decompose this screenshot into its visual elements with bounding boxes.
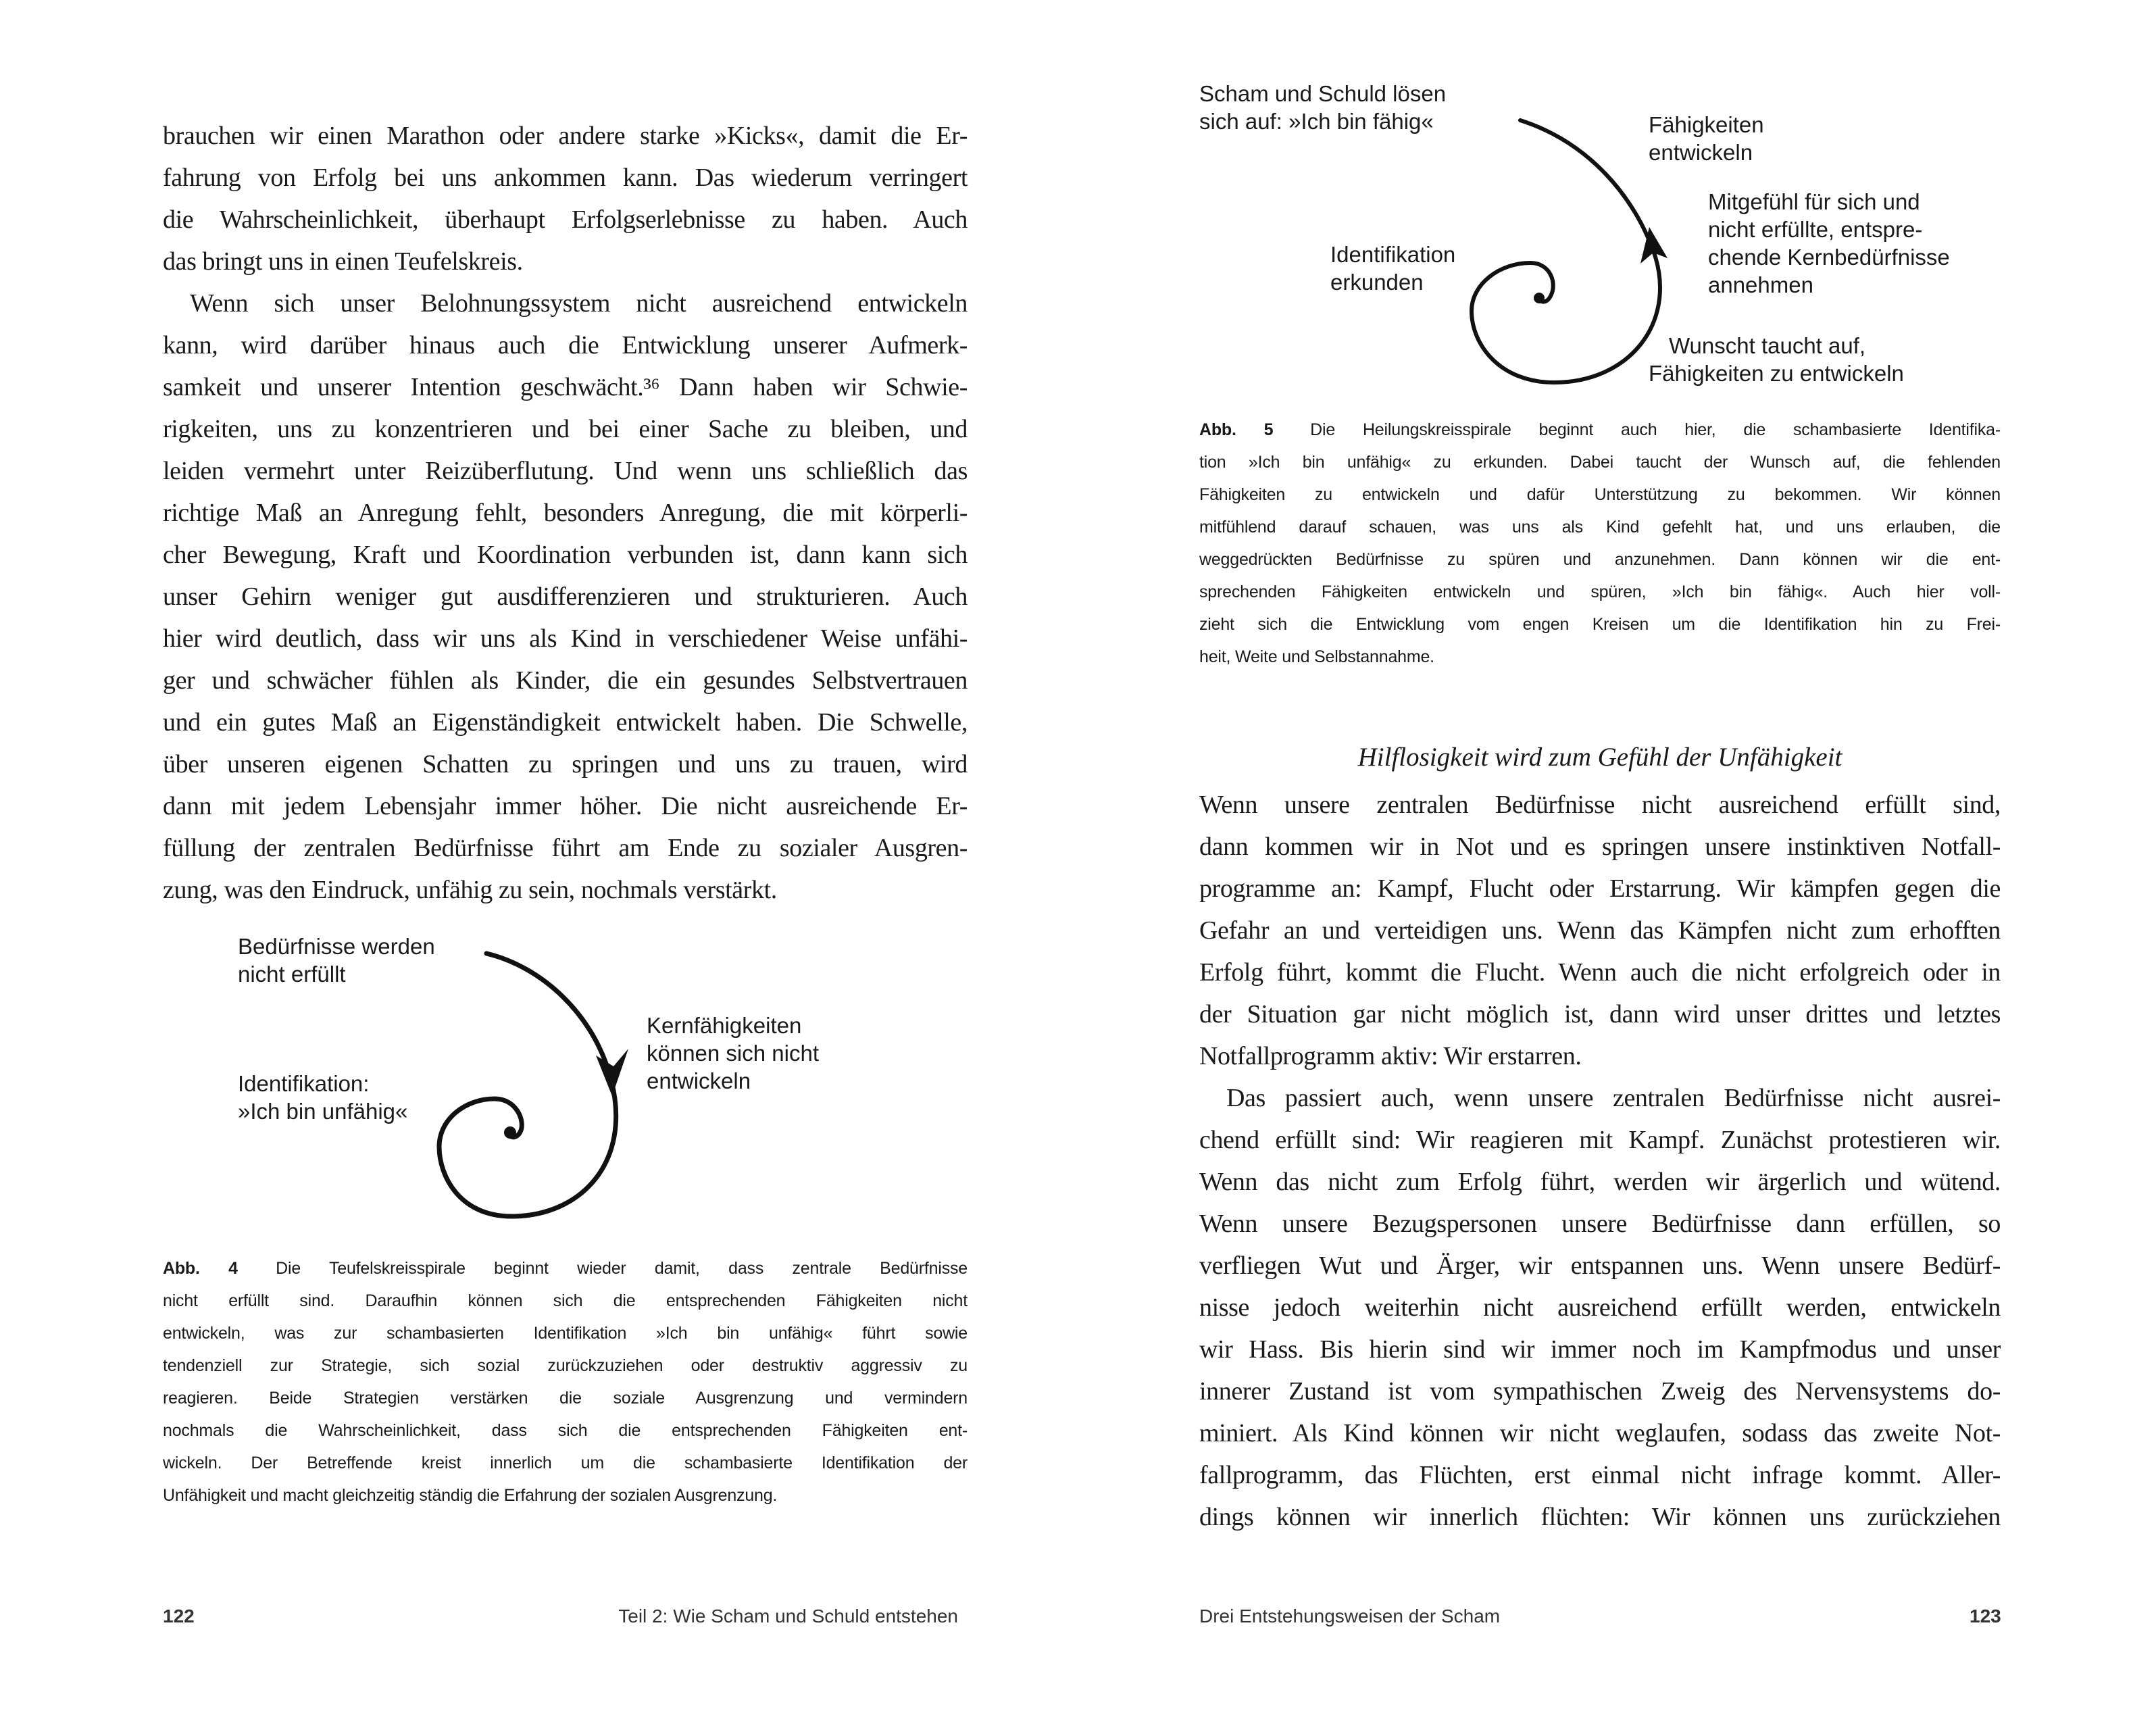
text-line: fahrung von Erfolg bei uns ankommen kann. Das wiederum verringert [163, 164, 968, 192]
label-line: Mitgefühl für sich und [1708, 189, 1920, 214]
text-line: zieht sich die Entwicklung vom engen Kreisen um die Identifikation hin zu Frei- [1199, 615, 2001, 634]
body-text [163, 115, 968, 911]
figure-caption-abb-4 [163, 1252, 968, 1512]
text-line: reagieren. Beide Strategien verstärken die soziale Ausgrenzung und vermindern [163, 1389, 968, 1408]
text-line: dann kommen wir in Not und es springen unsere instinktiven Notfall- [1199, 833, 2001, 861]
text-line: sprechenden Fähigkeiten entwickeln und spüren, »Ich bin fähig«. Auch hier voll- [1199, 582, 2001, 601]
text-line: wickeln. Der Betreffende kreist innerlich um die schambasierte Identifikation der [163, 1454, 968, 1472]
text-line: die Wahrscheinlichkeit, überhaupt Erfolgserlebnisse zu haben. Auch [163, 205, 968, 234]
text-line: weggedrückten Bedürfnisse zu spüren und anzunehmen. Dann können wir die ent- [1199, 550, 2001, 569]
text-line: Wenn das nicht zum Erfolg führt, werden wir ärgerlich und wütend. [1199, 1168, 2001, 1196]
body-text [1199, 784, 2001, 1538]
text-line: tion »Ich bin unfähig« zu erkunden. Dabei taucht der Wunsch auf, die fehlenden [1199, 453, 2001, 472]
figure-label-develop-abilities [1649, 111, 1764, 166]
text-line: chend erfüllt sind: Wir reagieren mit Kampf. Zunächst protestieren wir. [1199, 1126, 2001, 1154]
section-heading: Hilflosigkeit wird zum Gefühl der Unfähigkeit [1357, 743, 1842, 772]
label-line: Identifikation [1330, 242, 1456, 267]
label-line: Kernfähigkeiten [647, 1013, 802, 1038]
label-line: entwickeln [647, 1068, 751, 1093]
right-page [1078, 0, 2156, 1713]
text-line: entwickeln, was zur schambasierten Identifikation »Ich bin unfähig« führt sowie [163, 1324, 968, 1343]
label-line: Fähigkeiten zu entwickeln [1649, 361, 1904, 386]
figure-label-explore-identification [1330, 241, 1455, 296]
label-line: Scham und Schuld lösen [1199, 81, 1447, 106]
text-line [1199, 414, 2001, 446]
text-line: der Situation gar nicht möglich ist, dann wird unser drittes und letztes [1199, 1000, 2001, 1028]
label-line: erkunden [1330, 270, 1424, 295]
figure-label-compassion [1708, 188, 1950, 299]
text-line: nochmals die Wahrscheinlichkeit, dass sich die entsprechenden Fähigkeiten ent- [163, 1421, 968, 1440]
text-line: nisse jedoch weiterhin nicht ausreichend erfüllt werden, entwickeln [1199, 1293, 2001, 1322]
text-line: kann, wird darüber hinaus auch die Entwicklung unserer Aufmerk- [163, 331, 968, 359]
text-line: Wenn unsere Bezugspersonen unsere Bedürfnisse dann erfüllen, so [1199, 1210, 2001, 1238]
text-line: wir Hass. Bis hierin sind wir immer noch im Kampfmodus und unser [1199, 1335, 2001, 1364]
text-line: zung, was den Eindruck, unfähig zu sein, nochmals verstärkt. [163, 876, 777, 904]
caption-label: Abb. 5 [1199, 420, 1274, 439]
text-line: Gefahr an und verteidigen uns. Wenn das Kämpfen nicht zum erhofften [1199, 916, 2001, 945]
label-line: nicht erfüllt [238, 962, 346, 987]
text-line: miniert. Als Kind können wir nicht weglaufen, sodass das zweite Not- [1199, 1419, 2001, 1447]
text-line: unser Gehirn weniger gut ausdifferenzieren und strukturieren. Auch [163, 582, 968, 611]
label-line: Bedürfnisse werden [238, 934, 435, 959]
label-line: nicht erfüllte, entspre- [1708, 217, 1923, 242]
text-line: richtige Maß an Anregung fehlt, besonders Anregung, die mit körperli- [163, 499, 968, 527]
text-line: tendenziell zur Strategie, sich sozial zurückzuziehen oder destruktiv aggressiv zu [163, 1356, 968, 1375]
text-line: Wenn unsere zentralen Bedürfnisse nicht ausreichend erfüllt sind, [1199, 791, 2001, 819]
text-line: programme an: Kampf, Flucht oder Erstarrung. Wir kämpfen gegen die [1199, 874, 2001, 903]
page-number: 122 [163, 1606, 195, 1627]
text-line: heit, Weite und Selbstannahme. [1199, 647, 1434, 666]
page-number: 123 [1970, 1606, 2001, 1627]
text-line: samkeit und unserer Intention geschwächt.³⁶ Dann haben wir Schwie- [163, 373, 968, 401]
figure-caption-abb-5 [1199, 414, 2001, 673]
caption-label: Abb. 4 [163, 1259, 238, 1278]
text-line: brauchen wir einen Marathon oder andere starke »Kicks«, damit die Er- [163, 122, 968, 150]
text-line: nicht erfüllt sind. Daraufhin können sich die entsprechenden Fähigkeiten nicht [163, 1291, 968, 1310]
label-line: Identifikation: [238, 1071, 370, 1096]
figure-label-needs-unmet [238, 933, 435, 988]
text-line: leiden vermehrt unter Reizüberflutung. Und wenn uns schließlich das [163, 457, 968, 485]
text-line: dann mit jedem Lebensjahr immer höher. Die nicht ausreichende Er- [163, 792, 968, 820]
label-line: chende Kernbedürfnisse [1708, 245, 1950, 270]
figure-label-shame-dissolves [1199, 80, 1446, 135]
text-line: ger und schwächer fühlen als Kinder, die ein gesundes Selbstvertrauen [163, 666, 968, 695]
text-line: das bringt uns in einen Teufelskreis. [163, 247, 523, 276]
text-line: dings können wir innerlich flüchten: Wir können uns zurückziehen [1199, 1503, 2001, 1531]
label-line: können sich nicht [647, 1041, 819, 1066]
text-line: füllung der zentralen Bedürfnisse führt am Ende zu sozialer Ausgren- [163, 834, 968, 862]
text-line: rigkeiten, uns zu konzentrieren und bei einer Sache zu bleiben, und [163, 415, 968, 443]
text-line: cher Bewegung, Kraft und Koordination verbunden ist, dann kann sich [163, 541, 968, 569]
label-line: Fähigkeiten [1649, 112, 1764, 137]
caption-text: Die Teufelskreisspirale beginnt wieder damit, dass zentrale Bedürfnisse [276, 1259, 968, 1278]
label-line: entwickeln [1649, 140, 1753, 165]
label-line: Wunscht taucht auf, [1669, 333, 1866, 358]
text-line: über unseren eigenen Schatten zu springen und uns zu trauen, wird [163, 750, 968, 778]
text-line: hier wird deutlich, dass wir uns als Kind in verschiedener Weise unfähi- [163, 624, 968, 653]
figure-label-wish-emerges [1649, 332, 1904, 387]
label-line: annehmen [1708, 272, 1813, 297]
text-line: verfliegen Wut und Ärger, wir entspannen uns. Wenn unsere Bedürf- [1199, 1251, 2001, 1280]
figure-label-identification [238, 1070, 407, 1125]
text-line: Das passiert auch, wenn unsere zentralen Bedürfnisse nicht ausrei- [1226, 1084, 2001, 1112]
text-line: Fähigkeiten zu entwickeln und dafür Unterstützung zu bekommen. Wir können [1199, 485, 2001, 504]
running-head: Drei Entstehungsweisen der Scham [1199, 1606, 1501, 1627]
text-line: Notfallprogramm aktiv: Wir erstarren. [1199, 1042, 1582, 1070]
text-line: mitfühlend darauf schauen, was uns als Kind gefehlt hat, und uns erlauben, die [1199, 518, 2001, 537]
text-line: Wenn sich unser Belohnungssystem nicht ausreichend entwickeln [190, 289, 968, 318]
text-line: innerer Zustand ist vom sympathischen Zweig des Nervensystems do- [1199, 1377, 2001, 1406]
text-line: fallprogramm, das Flüchten, erst einmal nicht infrage kommt. Aller- [1199, 1461, 2001, 1489]
label-line: »Ich bin unfähig« [238, 1099, 408, 1124]
text-line [163, 1252, 968, 1285]
text-line: und ein gutes Maß an Eigenständigkeit entwickelt haben. Die Schwelle, [163, 708, 968, 737]
running-head: Teil 2: Wie Scham und Schuld entstehen [618, 1606, 958, 1627]
figure-label-core-abilities [647, 1012, 819, 1095]
caption-text: Die Heilungskreisspirale beginnt auch hier, die schambasierte Identifika- [1310, 420, 2001, 439]
label-line: sich auf: »Ich bin fähig« [1199, 109, 1434, 134]
text-line: Unfähigkeit und macht gleichzeitig ständig die Erfahrung der sozialen Ausgrenzung. [163, 1486, 778, 1505]
text-line: Erfolg führt, kommt die Flucht. Wenn auch die nicht erfolgreich oder in [1199, 958, 2001, 987]
